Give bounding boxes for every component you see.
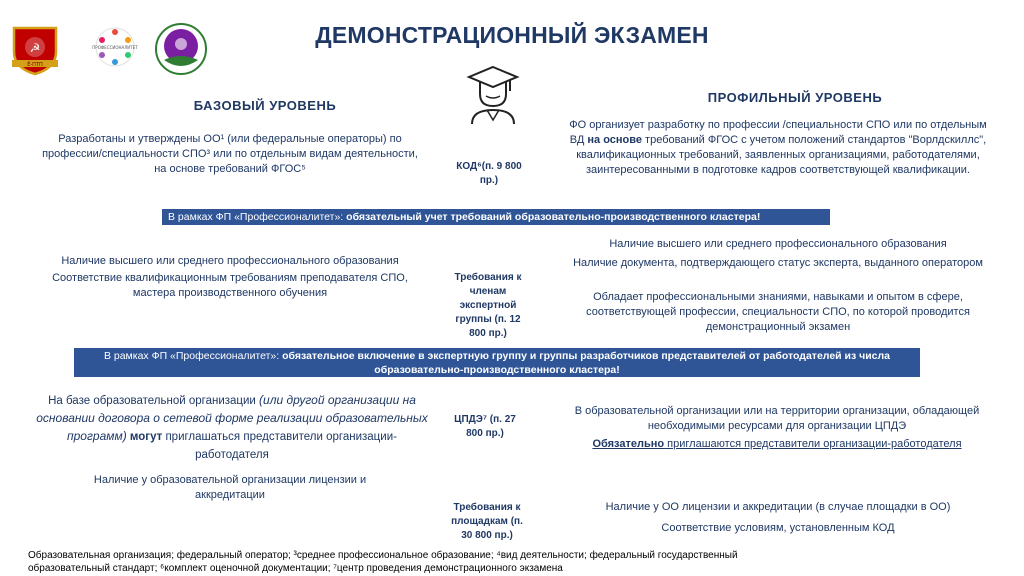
left-education-text: Наличие высшего или среднего профессионального образования [61, 255, 399, 267]
right-development-text: ФО организует разработку по профессии /специальности СПО или по отдельным ВД на основе требований ФГОС с учетом положений стандартов "Ворлдскиллс", квалификационных требований, заявленных организациями, работодателями, заинтересованными в подготовке кадров соответствующей квалификации. [569, 119, 987, 176]
left-development-text: Разработаны и утверждены ОО¹ (или федеральные операторы) по профессии/специальности СПО³ или по отдельным видам деятельности, на основе требований ФГОС⁵ [42, 133, 418, 175]
right-employer-mandatory-text: Обязательно приглашаются представители организации-работодателя [592, 438, 962, 450]
right-education-text: Наличие высшего или среднего профессионального образования [609, 238, 947, 250]
info-band-cluster-requirements: В рамках ФП «Профессионалитет»: обязательный учет требований образовательно-производственного кластера! [162, 209, 830, 225]
center-site-requirements-label: Требования к площадкам (п. 30 800 пр.) [451, 502, 523, 541]
svg-text:ПРОФЕССИОНАЛИТЕТ: ПРОФЕССИОНАЛИТЕТ [92, 45, 138, 50]
left-base-organization-text: На базе образовательной организации (или другой организации на основании договора о сетевой форме реализации образовательных программ) могут приглашаться представители организации-работодателя [36, 393, 428, 461]
right-conditions-text: Соответствие условиям, установленным КОД [661, 522, 895, 534]
footnote: Образовательная организация; федеральный оператор; ³среднее профессиональное образование; ⁴вид деятельности; федеральный государственный образовательный стандарт; ⁶комплект оценочной документации; ⁷центр проведения демонстрационного экзамена [28, 550, 738, 574]
right-expert-document-text: Наличие документа, подтверждающего статус эксперта, выданного оператором [573, 257, 983, 269]
basic-level-heading: БАЗОВЫЙ УРОВЕНЬ [193, 98, 337, 113]
svg-text:☭: ☭ [29, 41, 41, 55]
center-cpde-label: ЦПДЭ⁷ (п. 27 800 пр.) [454, 414, 516, 439]
right-organization-text: В образовательной организации или на территории организации, обладающей необходимыми ресурсами для организации ЦПДЭ [574, 405, 980, 432]
right-expert-skills-text: Обладает профессиональными знаниями, навыками и опытом в сфере, соответствующей профессии, специальности СПО, по которой проводится демонстрационный экзамен [586, 291, 970, 333]
right-license-text: Наличие у ОО лицензии и аккредитации (в случае площадки в ОО) [605, 501, 951, 513]
svg-text:Ё-ПТП: Ё-ПТП [27, 62, 43, 68]
center-kod-label: КОД⁶(п. 9 800 пр.) [456, 161, 522, 186]
info-band-employer-inclusion: В рамках ФП «Профессионалитет»: обязательное включение в экспертную группу и группы разработчиков представителей от работодателей из числа образовательно-производственного кластера! [74, 348, 920, 377]
page-title: ДЕМОНСТРАЦИОННЫЙ ЭКЗАМЕН [315, 22, 709, 48]
center-expert-requirements-label: Требования к членам экспертной группы (п. 12 800 пр.) [454, 272, 522, 339]
left-qualification-text: Соответствие квалификационным требованиям преподавателя СПО, мастера производственного обучения [52, 272, 408, 299]
left-license-text: Наличие у образовательной организации лицензии и аккредитации [93, 474, 367, 501]
profile-level-heading: ПРОФИЛЬНЫЙ УРОВЕНЬ [707, 90, 883, 105]
student-graduate-icon [466, 64, 520, 126]
